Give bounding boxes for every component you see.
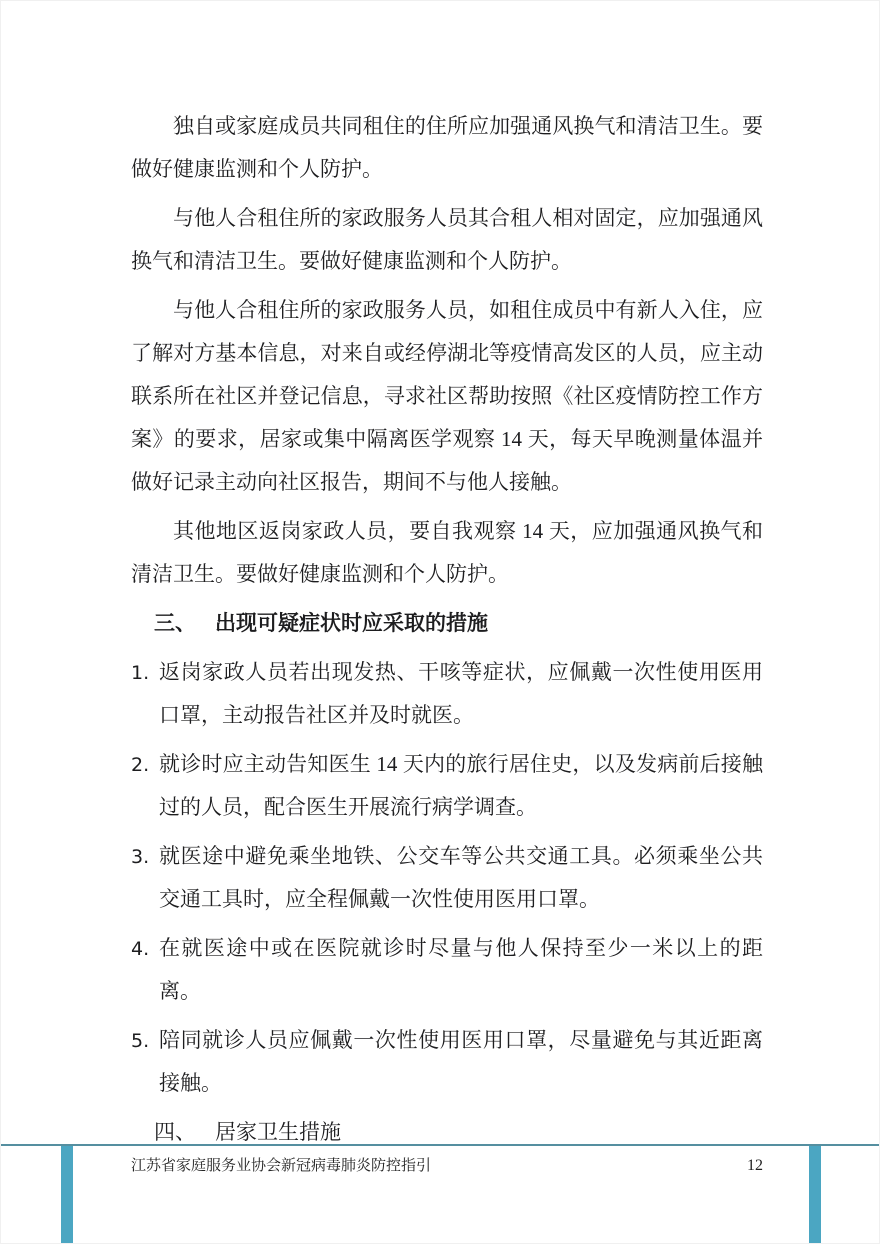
paragraph-3: 与他人合租住所的家政服务人员，如租住成员中有新人入住，应了解对方基本信息，对来自或经停湖北等疫情高发区的人员，应主动联系所在社区并登记信息，寻求社区帮助按照《社区疫情防控工作方案》的要求，居家或集中隔离医学观察 14 天，每天早晚测量体温并做好记录主动向社区报告，期间不与他人接触。 <box>131 298 763 494</box>
list-item-number: 3. <box>131 846 150 868</box>
section-heading-3 <box>131 602 763 645</box>
list-item <box>131 1019 763 1105</box>
footer-title: 江苏省家庭服务业协会新冠病毒肺炎防控指引 <box>131 1158 432 1174</box>
list-item-number: 5. <box>131 1030 150 1052</box>
list-item-text: 陪同就诊人员应佩戴一次性使用医用口罩，尽量避免与其近距离接触。 <box>159 1028 763 1095</box>
footer-divider <box>1 1144 880 1146</box>
page-footer <box>131 1154 763 1175</box>
right-accent-bar <box>809 1146 821 1243</box>
section-heading-4 <box>131 1111 763 1154</box>
left-accent-bar <box>61 1146 73 1243</box>
page-number: 12 <box>747 1157 763 1174</box>
list-item-text: 就医途中避免乘坐地铁、公交车等公共交通工具。必须乘坐公共交通工具时，应全程佩戴一次性使用医用口罩。 <box>159 844 763 911</box>
list-item-text: 返岗家政人员若出现发热、干咳等症状，应佩戴一次性使用医用口罩，主动报告社区并及时就医。 <box>159 660 763 727</box>
list-item <box>131 927 763 1013</box>
paragraph-4: 其他地区返岗家政人员，要自我观察 14 天，应加强通风换气和清洁卫生。要做好健康监测和个人防护。 <box>131 519 763 586</box>
list-item-number: 2. <box>131 754 150 776</box>
list-item-text: 就诊时应主动告知医生 14 天内的旅行居住史，以及发病前后接触过的人员，配合医生开展流行病学调查。 <box>159 752 763 819</box>
list-item-text: 在就医途中或在医院就诊时尽量与他人保持至少一米以上的距离。 <box>159 936 763 1003</box>
list-item <box>131 651 763 737</box>
list-item <box>131 835 763 921</box>
list-item-number: 4. <box>131 938 150 960</box>
list-item <box>131 743 763 829</box>
paragraph-2: 与他人合租住所的家政服务人员其合租人相对固定，应加强通风换气和清洁卫生。要做好健康监测和个人防护。 <box>131 206 763 273</box>
paragraph-1: 独自或家庭成员共同租住的住所应加强通风换气和清洁卫生。要做好健康监测和个人防护。 <box>131 114 763 181</box>
page-body <box>131 105 763 1160</box>
section-3-number: 三、 <box>154 611 196 635</box>
section-4-title: 居家卫生措施 <box>215 1120 341 1144</box>
numbered-list <box>131 651 763 1105</box>
section-4-number: 四、 <box>154 1120 196 1144</box>
list-item-number: 1. <box>131 662 150 684</box>
section-3-title: 出现可疑症状时应采取的措施 <box>215 611 488 635</box>
